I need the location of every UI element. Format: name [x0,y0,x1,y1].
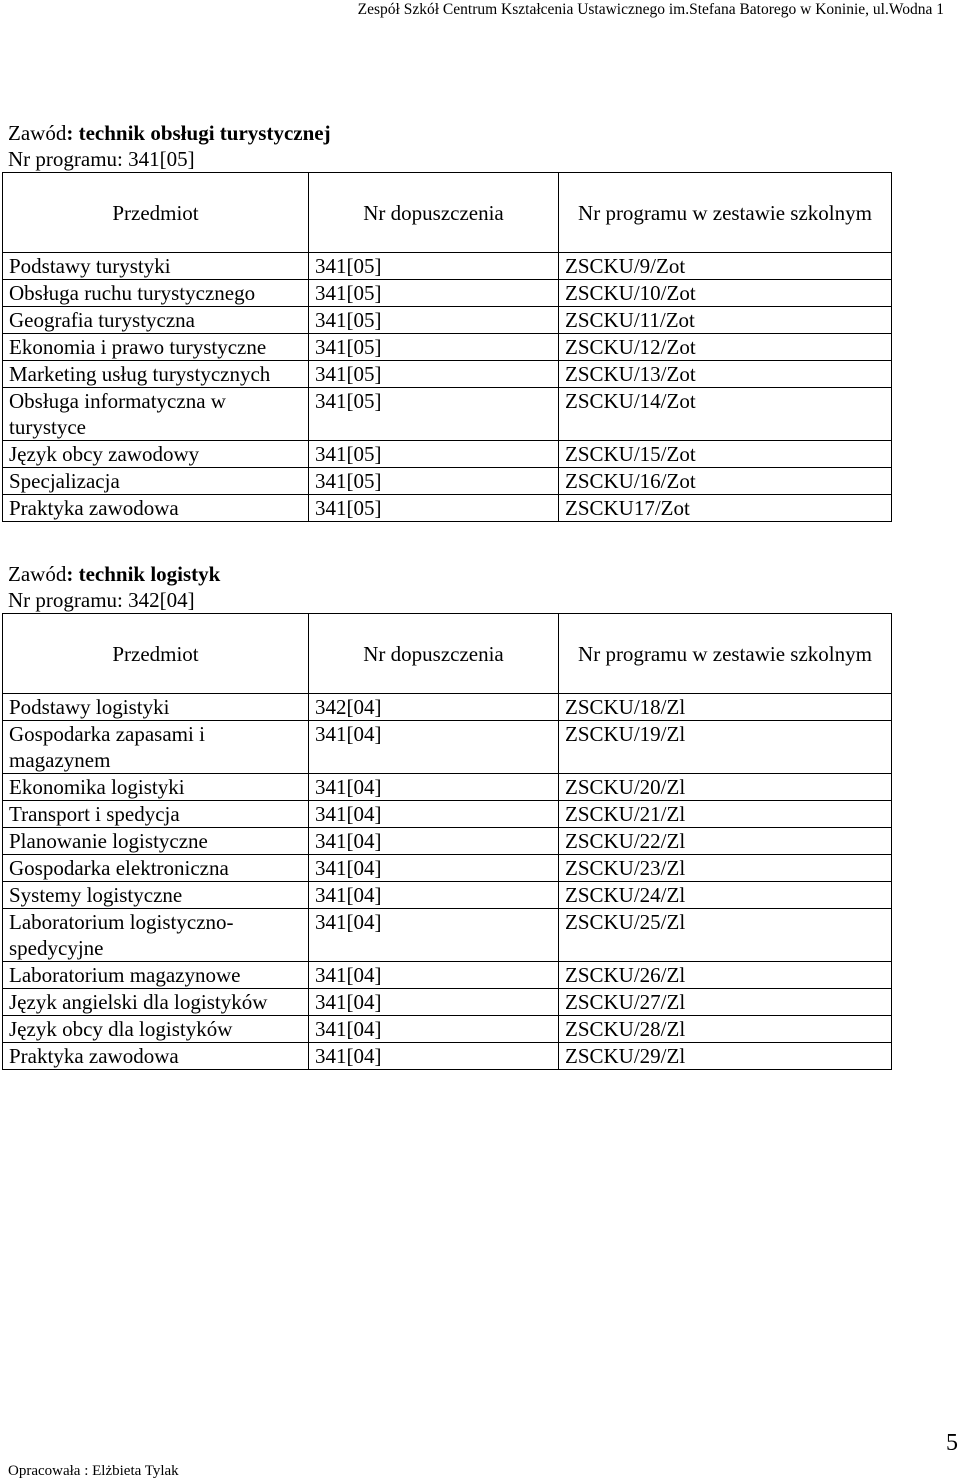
cell-przedmiot: Laboratorium magazynowe [3,962,309,989]
column-header-przedmiot: Przedmiot [3,614,309,694]
cell-nr-programu: ZSCKU/26/Zl [559,962,892,989]
cell-nr-dopuszczenia: 342[04] [309,694,559,721]
cell-nr-dopuszczenia: 341[04] [309,721,559,774]
table-body [3,253,892,522]
cell-nr-programu: ZSCKU/18/Zl [559,694,892,721]
table-row [3,1016,892,1043]
table-row [3,1043,892,1070]
table-row [3,962,892,989]
table-row [3,468,892,495]
table-header-row [3,173,892,253]
zawod-value: technik obsługi turystycznej [78,121,331,145]
program-line [8,146,331,172]
cell-nr-programu: ZSCKU/29/Zl [559,1043,892,1070]
cell-przedmiot: Podstawy logistyki [3,694,309,721]
table-row [3,253,892,280]
cell-przedmiot: Gospodarka elektroniczna [3,855,309,882]
table-row [3,882,892,909]
cell-nr-dopuszczenia: 341[05] [309,361,559,388]
cell-przedmiot: Praktyka zawodowa [3,495,309,522]
table-row [3,855,892,882]
zawod-label: Zawód [8,121,67,145]
cell-nr-programu: ZSCKU/20/Zl [559,774,892,801]
zawod-value: technik logistyk [78,562,221,586]
cell-przedmiot: Obsługa ruchu turystycznego [3,280,309,307]
table-row [3,801,892,828]
section-logistyka [8,561,220,613]
program-line [8,587,220,613]
cell-nr-dopuszczenia: 341[05] [309,441,559,468]
table-row [3,495,892,522]
cell-nr-programu: ZSCKU17/Zot [559,495,892,522]
cell-przedmiot: Geografia turystyczna [3,307,309,334]
table-header-row [3,614,892,694]
cell-nr-dopuszczenia: 341[04] [309,774,559,801]
section-turystyka [8,120,331,172]
table-row [3,694,892,721]
cell-nr-programu: ZSCKU/28/Zl [559,1016,892,1043]
cell-przedmiot: Język angielski dla logistyków [3,989,309,1016]
column-header-nr-programu: Nr programu w zestawie szkolnym [559,173,892,253]
cell-przedmiot: Specjalizacja [3,468,309,495]
cell-nr-dopuszczenia: 341[05] [309,388,559,441]
table-row [3,721,892,774]
cell-nr-dopuszczenia: 341[04] [309,989,559,1016]
cell-nr-dopuszczenia: 341[04] [309,1016,559,1043]
program-label: Nr programu: [8,588,129,612]
cell-przedmiot: Transport i spedycja [3,801,309,828]
cell-nr-programu: ZSCKU/23/Zl [559,855,892,882]
cell-nr-dopuszczenia: 341[04] [309,801,559,828]
zawod-label: Zawód [8,562,67,586]
subjects-table-logistyka [2,613,892,1070]
footer-author: Opracowała : Elżbieta Tylak [8,1463,179,1479]
cell-nr-programu: ZSCKU/14/Zot [559,388,892,441]
page-number: 5 [946,1430,958,1456]
cell-nr-dopuszczenia: 341[05] [309,468,559,495]
subjects-table-turystyka [2,172,892,522]
cell-nr-programu: ZSCKU/11/Zot [559,307,892,334]
cell-przedmiot: Obsługa informatyczna w turystyce [3,388,309,441]
cell-nr-programu: ZSCKU/22/Zl [559,828,892,855]
cell-nr-dopuszczenia: 341[04] [309,882,559,909]
cell-przedmiot: Systemy logistyczne [3,882,309,909]
column-header-przedmiot: Przedmiot [3,173,309,253]
cell-nr-dopuszczenia: 341[04] [309,855,559,882]
cell-nr-dopuszczenia: 341[05] [309,495,559,522]
table-row [3,361,892,388]
cell-nr-dopuszczenia: 341[04] [309,1043,559,1070]
cell-przedmiot: Język obcy zawodowy [3,441,309,468]
cell-nr-programu: ZSCKU/15/Zot [559,441,892,468]
column-header-nr-dopuszczenia: Nr dopuszczenia [309,173,559,253]
cell-nr-dopuszczenia: 341[05] [309,307,559,334]
cell-przedmiot: Podstawy turystyki [3,253,309,280]
cell-nr-dopuszczenia: 341[04] [309,909,559,962]
cell-przedmiot: Laboratorium logistyczno-spedycyjne [3,909,309,962]
cell-nr-programu: ZSCKU/10/Zot [559,280,892,307]
cell-nr-programu: ZSCKU/19/Zl [559,721,892,774]
cell-nr-dopuszczenia: 341[05] [309,253,559,280]
table-body [3,694,892,1070]
zawod-line: Zawód: technik logistyk [8,562,221,586]
cell-przedmiot: Planowanie logistyczne [3,828,309,855]
cell-przedmiot: Gospodarka zapasami i magazynem [3,721,309,774]
table-row [3,307,892,334]
cell-przedmiot: Ekonomia i prawo turystyczne [3,334,309,361]
table-row [3,441,892,468]
cell-przedmiot: Marketing usług turystycznych [3,361,309,388]
cell-nr-programu: ZSCKU/21/Zl [559,801,892,828]
cell-przedmiot: Ekonomika logistyki [3,774,309,801]
cell-przedmiot: Praktyka zawodowa [3,1043,309,1070]
table-row [3,828,892,855]
program-label: Nr programu: [8,147,129,171]
column-header-nr-dopuszczenia: Nr dopuszczenia [309,614,559,694]
cell-nr-programu: ZSCKU/9/Zot [559,253,892,280]
table-row [3,388,892,441]
cell-nr-programu: ZSCKU/13/Zot [559,361,892,388]
zawod-line: Zawód: technik obsługi turystycznej [8,121,331,145]
cell-przedmiot: Język obcy dla logistyków [3,1016,309,1043]
cell-nr-programu: ZSCKU/24/Zl [559,882,892,909]
cell-nr-dopuszczenia: 341[04] [309,962,559,989]
table-row [3,989,892,1016]
program-value: 342[04] [128,588,195,612]
cell-nr-programu: ZSCKU/27/Zl [559,989,892,1016]
cell-nr-programu: ZSCKU/25/Zl [559,909,892,962]
table-row [3,334,892,361]
table-row [3,909,892,962]
header-text: Zespół Szkół Centrum Kształcenia Ustawicznego im.Stefana Batorego w Koninie, ul.Wodna 1 [357,1,944,18]
program-value: 341[05] [128,147,195,171]
table-row [3,774,892,801]
cell-nr-programu: ZSCKU/16/Zot [559,468,892,495]
cell-nr-dopuszczenia: 341[04] [309,828,559,855]
cell-nr-dopuszczenia: 341[05] [309,334,559,361]
cell-nr-dopuszczenia: 341[05] [309,280,559,307]
table-row [3,280,892,307]
cell-nr-programu: ZSCKU/12/Zot [559,334,892,361]
column-header-nr-programu: Nr programu w zestawie szkolnym [559,614,892,694]
